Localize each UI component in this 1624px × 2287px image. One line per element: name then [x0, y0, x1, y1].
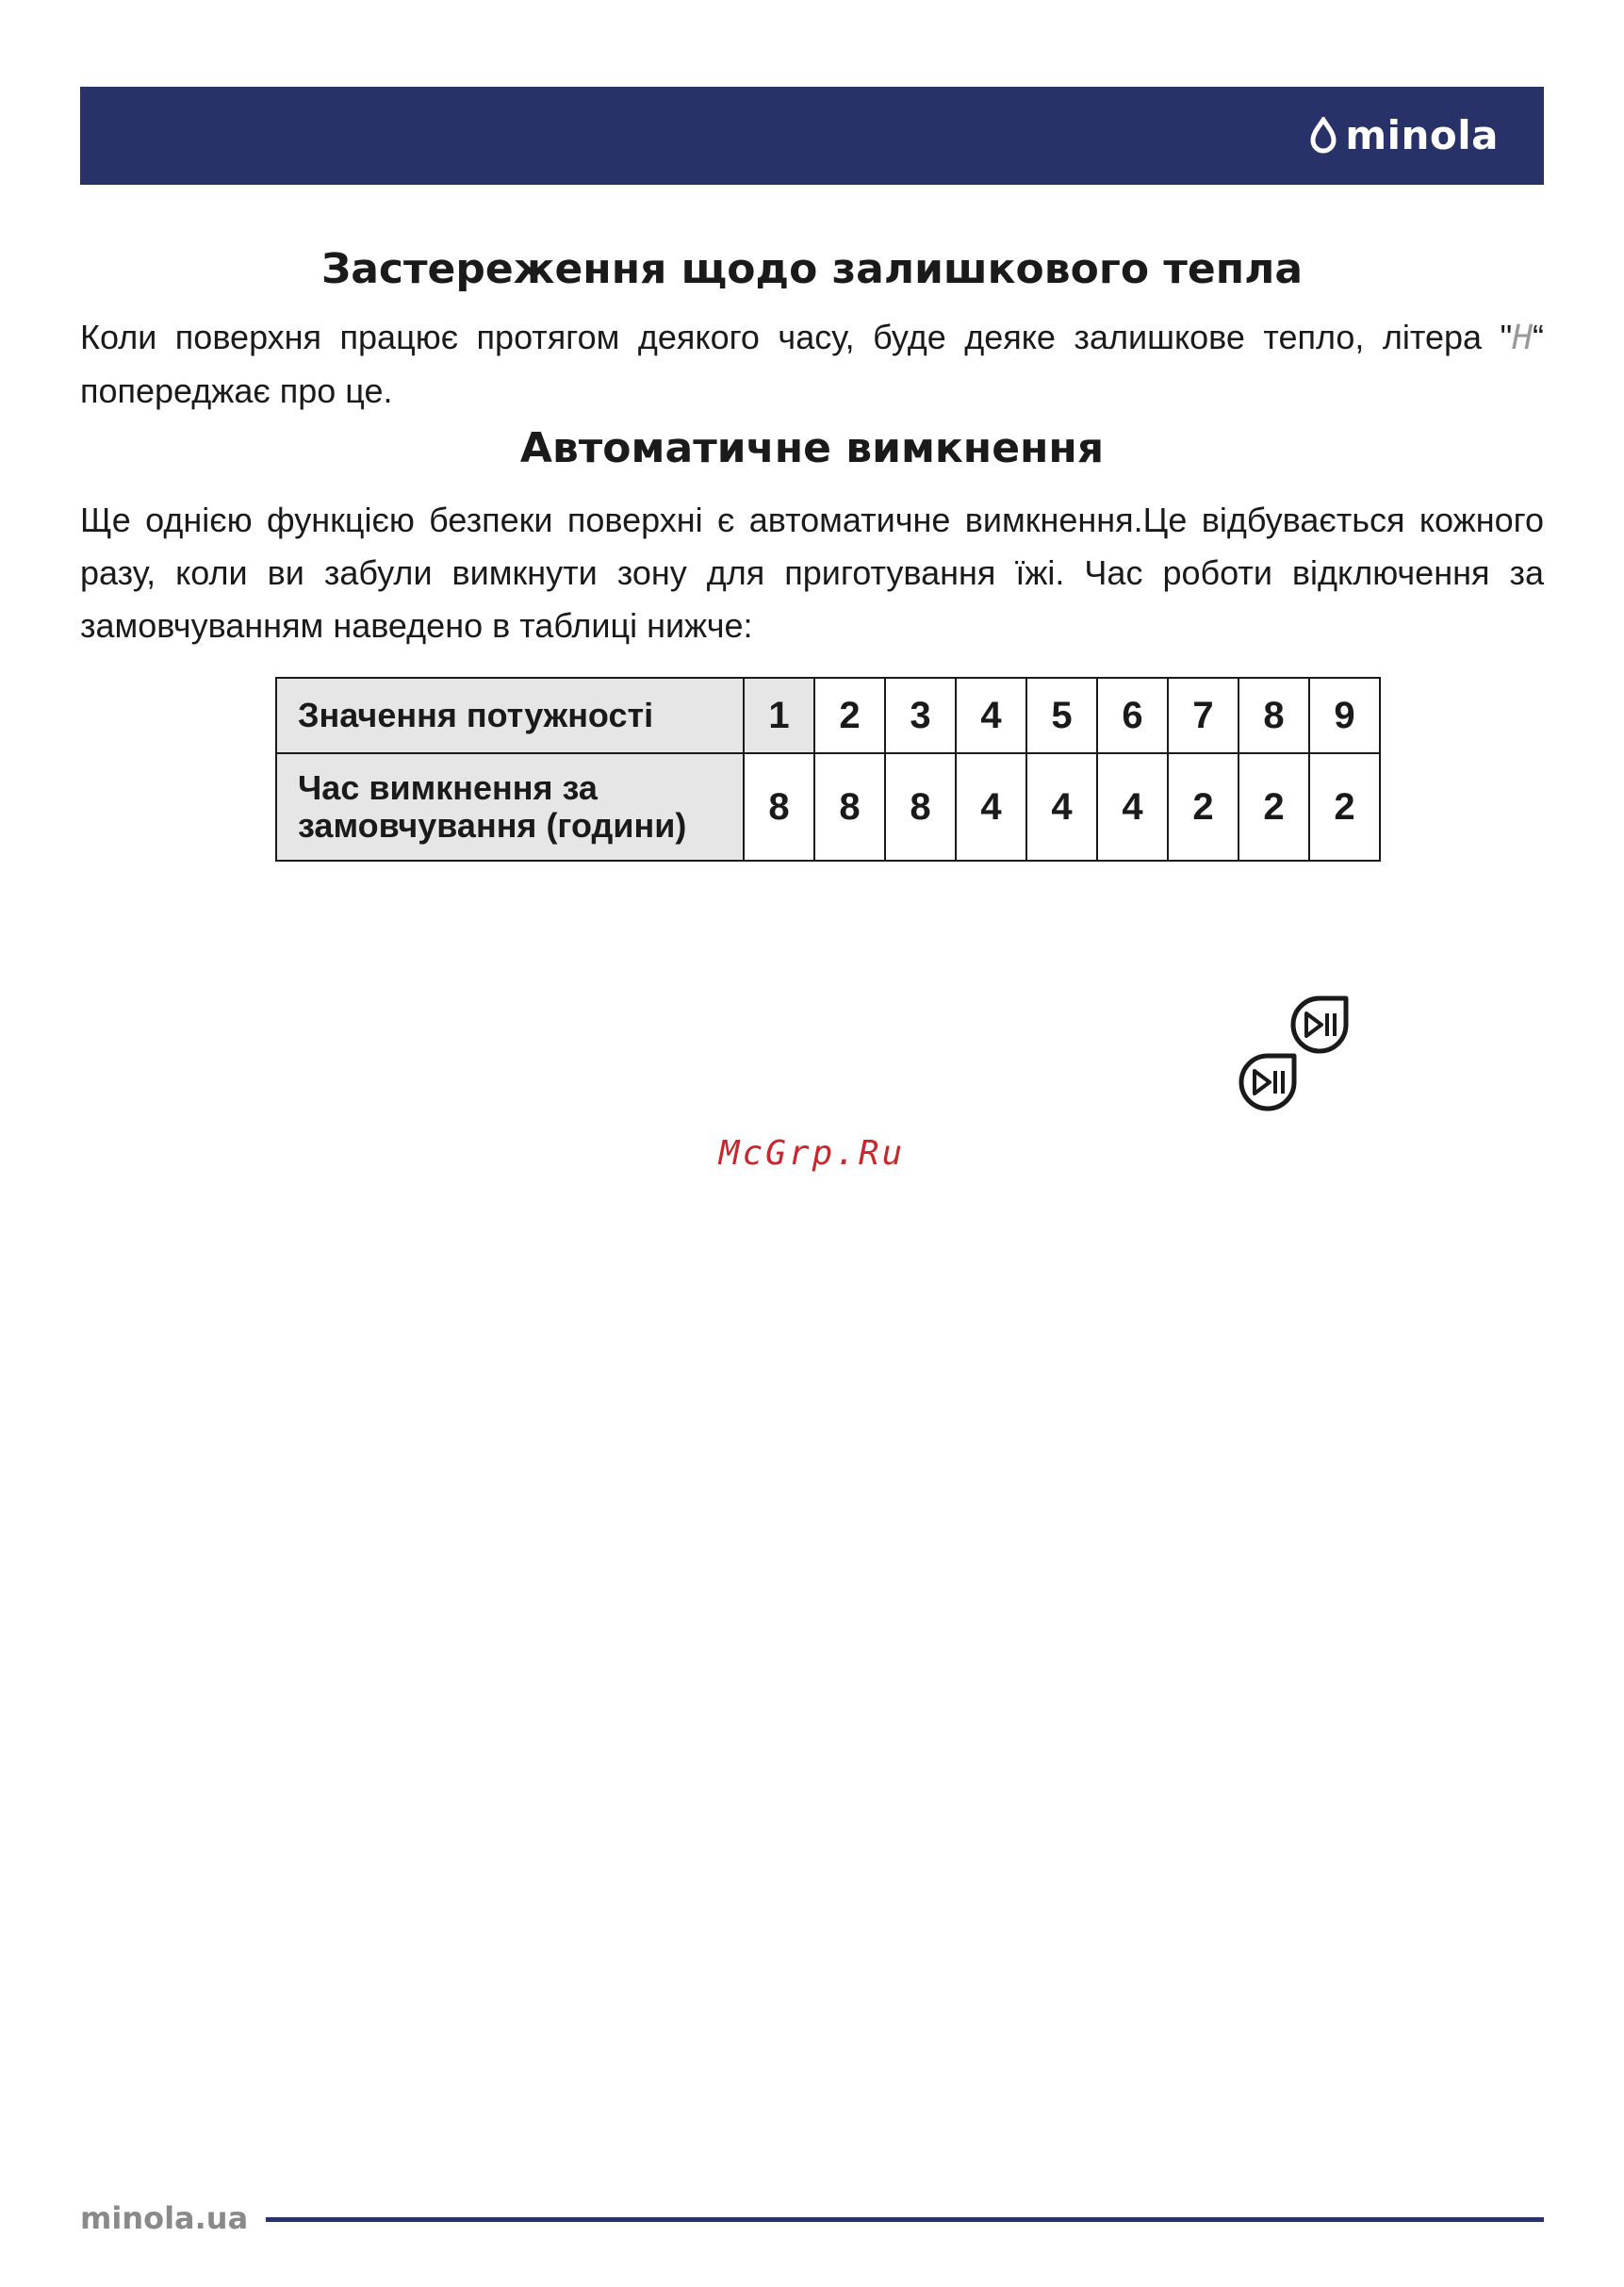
- power-level-cell: 2: [814, 678, 885, 753]
- brand-logo: [1309, 113, 1499, 158]
- residual-heat-title: Застереження щодо залишкового тепла: [320, 245, 1304, 293]
- header-band: [80, 87, 1544, 185]
- shutoff-table: [275, 677, 1381, 862]
- power-level-cell: 4: [956, 678, 1026, 753]
- shutoff-hours-cell: 4: [956, 753, 1026, 861]
- shutoff-hours-cell: 8: [814, 753, 885, 861]
- residual-heat-indicator-char: H: [1512, 319, 1533, 357]
- drop-logo-icon: [1309, 117, 1337, 155]
- residual-heat-text-after: “ попереджає про це.: [80, 318, 1544, 410]
- shutoff-hours-row: [276, 753, 1380, 861]
- shutoff-hours-cell: 2: [1168, 753, 1239, 861]
- shutoff-hours-cell: 4: [1026, 753, 1097, 861]
- power-level-cell: 6: [1097, 678, 1168, 753]
- play-pause-icon: [1238, 1052, 1298, 1112]
- auto-shutoff-text: Ще однією функцією безпеки поверхні є автоматичне вимкнення.Це відбувається кожного разу, коли ви забули вимкнути зону для приготування їжі. Час роботи відключення за замовчуванням наведено в таблиці нижче:: [80, 501, 1544, 645]
- shutoff-hours-cell: 4: [1097, 753, 1168, 861]
- shutoff-hours-cell: 2: [1239, 753, 1309, 861]
- residual-heat-text-before: Коли поверхня працює протягом деякого часу, буде деяке залишкове тепло, літера ": [80, 318, 1513, 356]
- power-level-cell: 7: [1168, 678, 1239, 753]
- power-level-cell: 8: [1239, 678, 1309, 753]
- power-level-cell: 1: [744, 678, 814, 753]
- shutoff-hours-label: Час вимкнення за замовчування (години): [276, 753, 744, 861]
- footer-divider: [266, 2217, 1544, 2222]
- shutoff-hours-cell: 2: [1309, 753, 1380, 861]
- shutoff-hours-cell: 8: [885, 753, 956, 861]
- power-level-label: Значення потужності: [276, 678, 744, 753]
- power-level-cell: 3: [885, 678, 956, 753]
- brand-name: minola: [1345, 112, 1499, 158]
- footer-url[interactable]: minola.ua: [80, 2200, 249, 2236]
- power-level-row: [276, 678, 1380, 753]
- power-level-cell: 9: [1309, 678, 1380, 753]
- power-level-cell: 5: [1026, 678, 1097, 753]
- residual-heat-text: [80, 311, 1544, 418]
- play-pause-icon: [1289, 995, 1350, 1055]
- auto-shutoff-title: Автоматичне вимкнення: [519, 424, 1105, 472]
- watermark: McGrp.Ru: [718, 1134, 906, 1173]
- shutoff-hours-cell: 8: [744, 753, 814, 861]
